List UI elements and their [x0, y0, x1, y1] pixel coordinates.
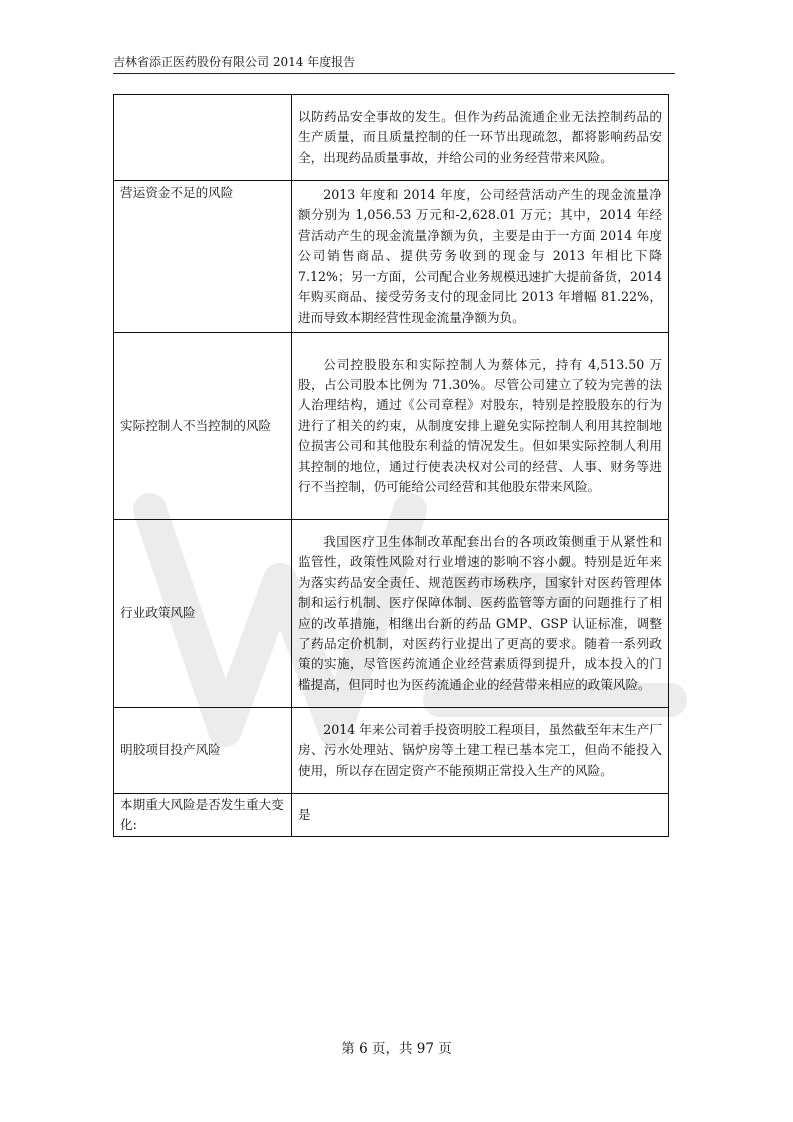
risk-table [113, 94, 669, 837]
risk-description-cell: 以防药品安全事故的发生。但作为药品流通企业无法控制药品的生产质量，而且质量控制的任一环节出现疏忽，都将影响药品安全，出现药品质量事故，并给公司的业务经营带来风险。 [292, 95, 669, 181]
page-number: 第 6 页，共 97 页 [341, 1041, 452, 1057]
table-row [114, 794, 669, 837]
risk-description-cell: 是 [292, 794, 669, 837]
risk-name-cell: 实际控制人不当控制的风险 [114, 333, 292, 520]
table-row [114, 333, 669, 520]
report-header: 吉林省添正医药股份有限公司 2014 年度报告 [113, 55, 356, 69]
table-row [114, 708, 669, 794]
table-row [114, 520, 669, 708]
table-row [114, 95, 669, 181]
risk-description-cell: 2014 年来公司着手投资明胶工程项目，虽然截至年末生产厂房、污水处理站、锅炉房等土建工程已基本完工，但尚不能投入使用，所以存在固定资产不能预期正常投入生产的风险。 [292, 708, 669, 794]
risk-name-cell: 营运资金不足的风险 [114, 181, 292, 333]
risk-name-cell: 本期重大风险是否发生重大变化: [114, 794, 292, 837]
risk-description-cell: 我国医疗卫生体制改革配套出台的各项政策侧重于从紧性和监管性，政策性风险对行业增速的影响不容小觑。特别是近年来为落实药品安全责任、规范医药市场秩序，国家针对医药管理体制和运行机制、医疗保障体制、医药监管等方面的问题推行了相应的改革措施，相继出台新的药品 GMP、GSP 认证标准，调整了药品定价机制，对医药行业提出了更高的要求。随着一系列政策的实施，尽管医药流通企业经营素质得到提升，成本投入的门槛提高，但同时也为医药流通企业的经营带来相应的政策风险。 [292, 520, 669, 708]
header-divider [113, 73, 675, 74]
table-row [114, 181, 669, 333]
risk-description-cell: 公司控股股东和实际控制人为蔡体元，持有 4,513.50 万股，占公司股本比例为 71.30%。尽管公司建立了较为完善的法人治理结构，通过《公司章程》对股东，特别是控股股东的行为进行了相关的约束，从制度安排上避免实际控制人利用其控制地位损害公司和其他股东利益的情况发生。但如果实际控制人利用其控制的地位，通过行使表决权对公司的经营、人事、财务等进行不当控制，仍可能给公司经营和其他股东带来风险。 [292, 333, 669, 520]
risk-name-cell: 明胶项目投产风险 [114, 708, 292, 794]
risk-name-cell: 行业政策风险 [114, 520, 292, 708]
risk-description-cell: 2013 年度和 2014 年度，公司经营活动产生的现金流量净额分别为 1,056.53 万元和-2,628.01 万元；其中，2014 年经营活动产生的现金流量净额为负，主要是由于一方面 2014 年度公司销售商品、提供劳务收到的现金与 2013 年相比下降 7.12%；另一方面，公司配合业务规模迅速扩大提前备货，2014 年购买商品、接受劳务支付的现金同比 2013 年增幅 81.22%，进而导致本期经营性现金流量净额为负。 [292, 181, 669, 333]
risk-name-cell [114, 95, 292, 181]
